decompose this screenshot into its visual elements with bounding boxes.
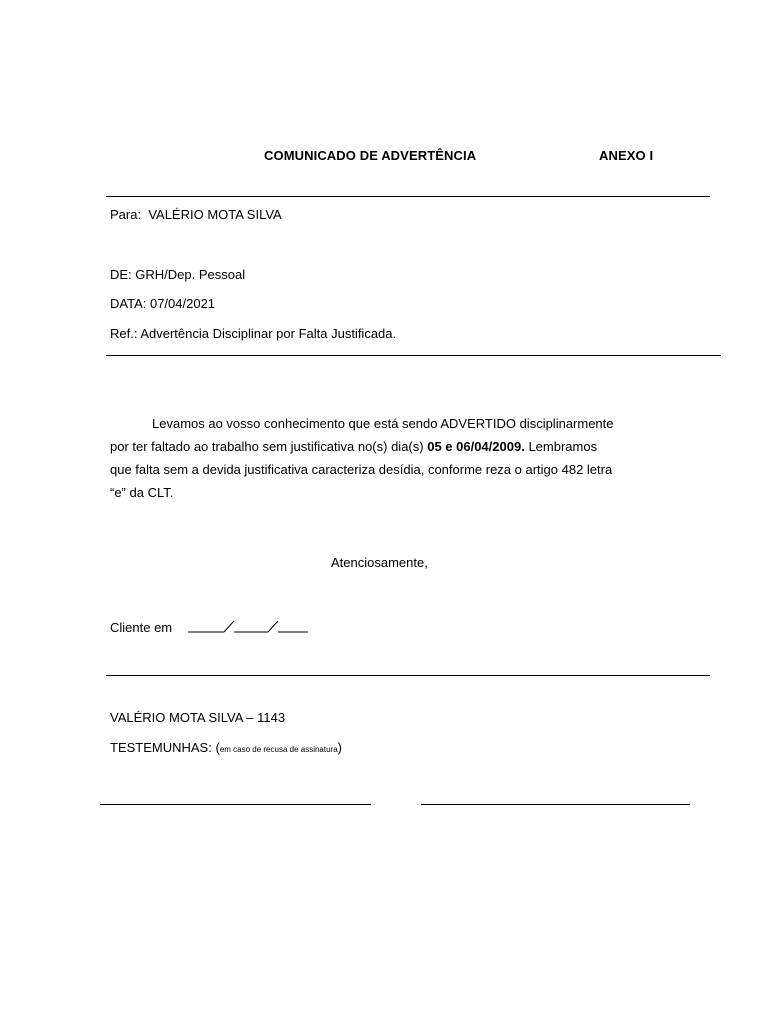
witness-2-signature-line — [421, 804, 690, 805]
reference-line: Ref.: Advertência Disciplinar por Falta Justificada. — [110, 326, 397, 341]
witnesses-line — [110, 740, 342, 755]
body-line-2 — [110, 435, 670, 458]
recipient-name: VALÉRIO MOTA SILVA — [148, 207, 282, 222]
body-line-2-post: Lembramos — [528, 439, 598, 454]
client-date-blank — [186, 618, 310, 634]
witnesses-note: em caso de recusa de assinatura — [219, 745, 338, 754]
from-line: DE: GRH/Dep. Pessoal — [110, 267, 246, 282]
employee-line: VALÉRIO MOTA SILVA – 1143 — [110, 710, 286, 725]
recipient-line — [110, 207, 282, 222]
body-paragraph — [110, 412, 670, 504]
signature-rule — [106, 675, 710, 676]
closing-salutation: Atenciosamente, — [331, 555, 428, 570]
annex-label: ANEXO I — [599, 148, 654, 163]
recipient-label: Para: — [110, 207, 142, 222]
client-date-line — [110, 620, 172, 635]
witness-1-signature-line — [100, 804, 371, 805]
header-bottom-rule — [106, 355, 721, 356]
body-line-4: “e” da CLT. — [110, 485, 174, 500]
date-line: DATA: 07/04/2021 — [110, 296, 216, 311]
absence-dates: 05 e 06/04/2009. — [427, 439, 525, 454]
body-line-1: Levamos ao vosso conhecimento que está sendo ADVERTIDO disciplinarmente — [152, 416, 614, 431]
top-rule — [106, 196, 710, 197]
witnesses-open-paren: ( — [215, 740, 220, 755]
body-line-2-pre: por ter faltado ao trabalho sem justificativa no(s) dia(s) — [110, 439, 424, 454]
body-line-3: que falta sem a devida justificativa caracteriza desídia, conforme reza o artigo 482 letra — [110, 462, 613, 477]
witnesses-label: TESTEMUNHAS: — [110, 740, 212, 755]
client-label: Cliente em — [110, 620, 173, 635]
witnesses-close-paren: ) — [337, 740, 342, 755]
document-title: COMUNICADO DE ADVERTÊNCIA — [264, 148, 477, 163]
